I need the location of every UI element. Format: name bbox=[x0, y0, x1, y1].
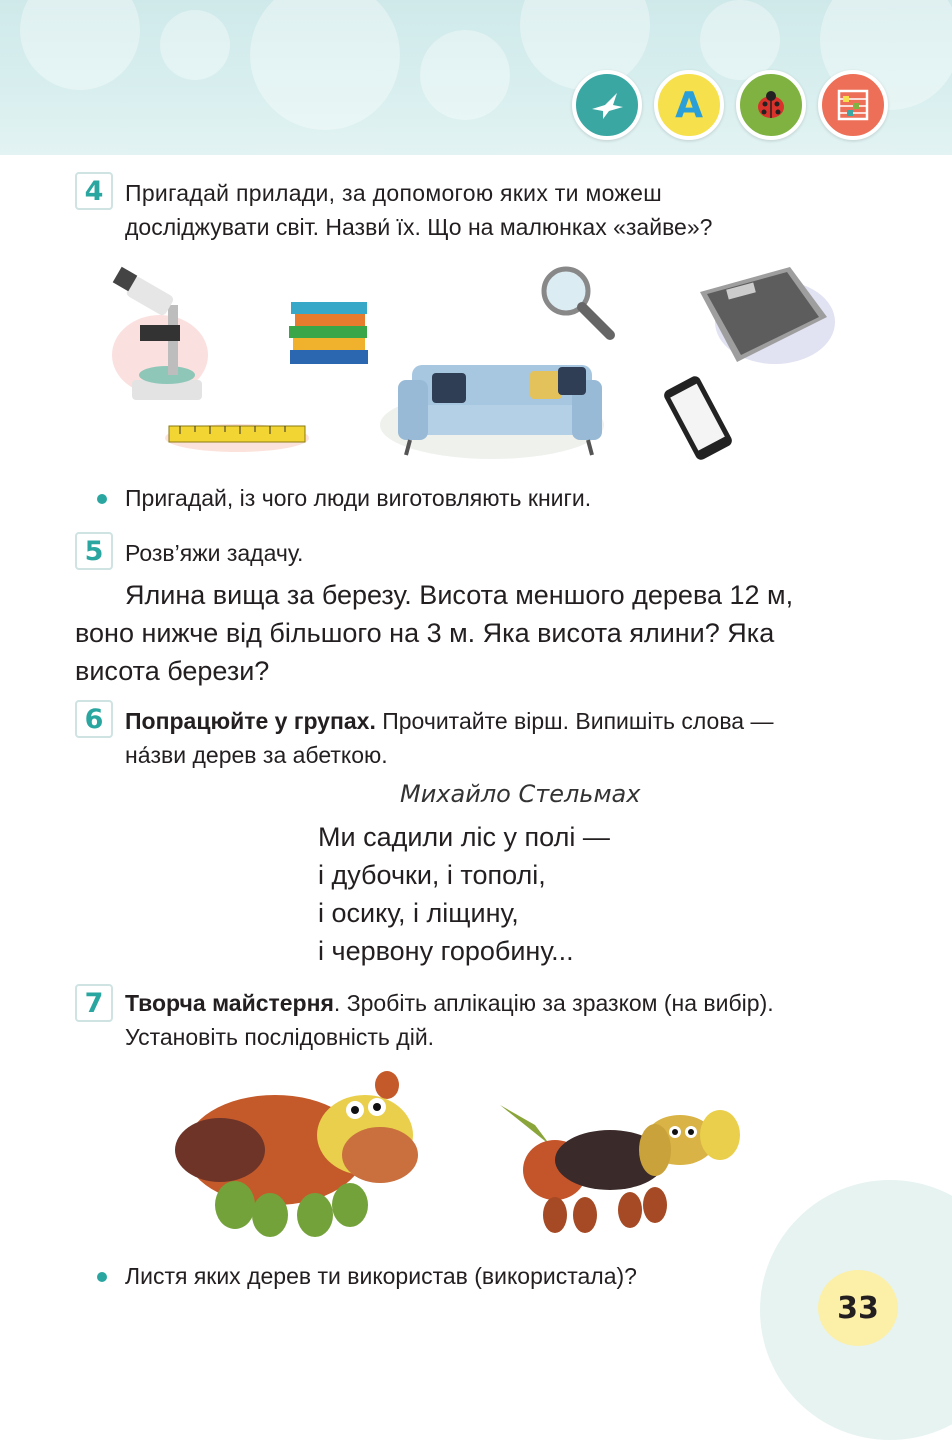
magnifier-picture bbox=[538, 263, 618, 343]
task-7-line-1 bbox=[125, 986, 774, 1020]
task-4-bullet: Пригадай, із чого люди виготовляють книги. bbox=[125, 485, 592, 511]
books-picture bbox=[285, 298, 375, 368]
task-4-number: 4 bbox=[75, 172, 113, 210]
task-5-problem-line-3: висота берези? bbox=[75, 656, 270, 686]
task-5-problem-line-1: Ялина вища за березу. Висота меншого дерева 12 м, bbox=[125, 580, 794, 610]
abacus-icon bbox=[818, 70, 888, 140]
poem bbox=[318, 818, 610, 970]
bullet-dot bbox=[97, 1272, 107, 1282]
leaf-dog-applique bbox=[495, 1090, 745, 1240]
poem-line: Ми садили ліс у полі — bbox=[318, 822, 610, 852]
task-7-line-2: Установіть послідовність дій. bbox=[125, 1024, 435, 1050]
task-5-number: 5 bbox=[75, 532, 113, 570]
task-7-number: 7 bbox=[75, 984, 113, 1022]
poem-author: Михайло Стельмах bbox=[400, 780, 641, 808]
bird-icon bbox=[572, 70, 642, 140]
poem-line: і дубочки, і тополі, bbox=[318, 860, 546, 890]
tape-measure-picture bbox=[165, 418, 310, 452]
header-icons bbox=[572, 70, 888, 140]
task-5-instruction: Розв’яжи задачу. bbox=[125, 540, 304, 566]
leaf-cow-applique bbox=[165, 1065, 425, 1245]
scales-picture bbox=[695, 262, 835, 372]
smartphone-picture bbox=[660, 375, 740, 465]
poem-line: і осику, і ліщину, bbox=[318, 898, 519, 928]
poem-line: і червону горобину... bbox=[318, 936, 574, 966]
letter-a-icon: А bbox=[654, 70, 724, 140]
task-5-problem-line-2: воно нижче від більшого на 3 м. Яка висота ялини? Яка bbox=[75, 618, 775, 648]
sofa-picture bbox=[380, 345, 605, 460]
task-6-rest: Прочитайте вірш. Випишіть слова — bbox=[375, 708, 774, 734]
task-6-line-2: на́зви дерев за абеткою. bbox=[125, 742, 388, 768]
page-number: 33 bbox=[818, 1270, 898, 1346]
ladybug-icon bbox=[736, 70, 806, 140]
task-7-bullet: Листя яких дерев ти використав (використала)? bbox=[125, 1263, 637, 1289]
task-7-bold: Творча майстерня bbox=[125, 990, 334, 1016]
task-7-rest: . Зробіть аплікацію за зразком (на вибір). bbox=[333, 990, 774, 1016]
task-4-line-2: досліджувати світ. Назви́ їх. Що на малюнках «зайве»? bbox=[125, 214, 713, 240]
task-6-number: 6 bbox=[75, 700, 113, 738]
microscope-picture bbox=[110, 265, 210, 405]
bullet-dot bbox=[97, 494, 107, 504]
task-6-bold: Попрацюйте у групах. bbox=[125, 708, 376, 734]
task-4-line-1: Пригадай прилади, за допомогою яких ти можеш bbox=[125, 180, 662, 206]
task-6-line-1 bbox=[125, 704, 773, 738]
header-band bbox=[0, 0, 952, 155]
